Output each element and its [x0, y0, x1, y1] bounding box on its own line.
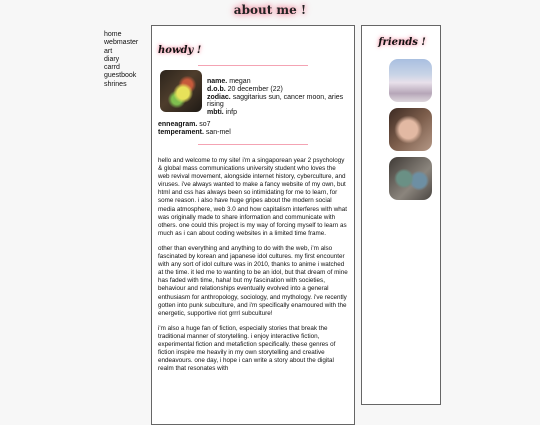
profile-value: saggitarius sun, cancer moon, aries rising [207, 93, 344, 109]
nav-link-art[interactable]: art [104, 47, 113, 55]
profile-value: megan [229, 78, 251, 85]
profile-value: infp [225, 109, 237, 117]
divider [198, 65, 308, 66]
site-title: about me ! [233, 3, 307, 17]
paragraph: i'm also a huge fan of fiction, especially stories that break the traditional manner of storytelling. i enjoy interactive fiction, experimental fiction and metafiction specifically. these genres of fiction inspire me heavily in my own storytelling and creative endeavours. one day, i hope i can write a story about the digital realm that resonates with [158, 324, 336, 373]
divider [198, 144, 308, 145]
intro-text [158, 157, 348, 380]
nav-link-carrd[interactable]: carrd [104, 64, 120, 72]
profile-details-extra [158, 121, 348, 137]
friend-photo[interactable] [389, 59, 432, 102]
profile-avatar [160, 70, 202, 112]
nav-link-diary[interactable]: diary [104, 55, 120, 63]
main-heading: howdy ! [158, 45, 202, 56]
nav-link-home[interactable]: home [104, 31, 122, 38]
friends-heading: friends ! [378, 37, 426, 48]
paragraph: hello and welcome to my site! i'm a singaporean year 2 psychology & global mass communications university student who loves the web revival movement, alongside internet history, cyberculture, and viruses. i've always wanted to make a fancy website of my own, but html and css has always been so intimidating for me to learn, for some reason. i also have huge gripes about the modern social media atmosphere, web 3.0 and how capitalism interferes with what was originally made to share information and communicate with others. one could this project is my way of forcing myself to learn as much as i can about coding websites in a limited time frame. [158, 157, 348, 237]
friend-photo[interactable] [389, 108, 432, 151]
profile-label: d.o.b. [207, 85, 226, 93]
friends-panel [361, 25, 441, 405]
profile-label: zodiac. [207, 93, 231, 101]
nav-link-shrines[interactable]: shrines [104, 80, 127, 88]
profile-label: name. [207, 78, 228, 85]
profile-label: temperament. [158, 128, 204, 136]
friend-photo[interactable] [389, 157, 432, 200]
paragraph: other than everything and anything to do with the web, i'm also fascinated by korean and japanese idol cultures. my first encounter with any sort of idol culture was in 2010, thanks to anime i watched at the time. it led me to wanting to be an idol, but that dream of mine has faded with time, haha! but my fascination with societies, behaviour and relationships eventually evolved into a general enthusiasm for anthropology, sociology, and mythology. i've recently gotten into punk subculture, and i'm specifically enamoured with the energetic, supportive riot grrrl subculture! [158, 244, 348, 317]
profile-label: enneagram. [158, 121, 198, 128]
main-panel[interactable] [151, 25, 355, 425]
nav-link-guestbook[interactable]: guestbook [104, 72, 137, 80]
profile-value: 20 december (22) [227, 85, 283, 93]
nav-link-webmaster[interactable]: webmaster [104, 39, 139, 47]
nav-menu [104, 31, 138, 89]
profile-value: so7 [199, 121, 211, 128]
profile-label: mbti. [207, 109, 224, 117]
profile-details [207, 78, 352, 117]
profile-value: san-mel [205, 128, 231, 136]
